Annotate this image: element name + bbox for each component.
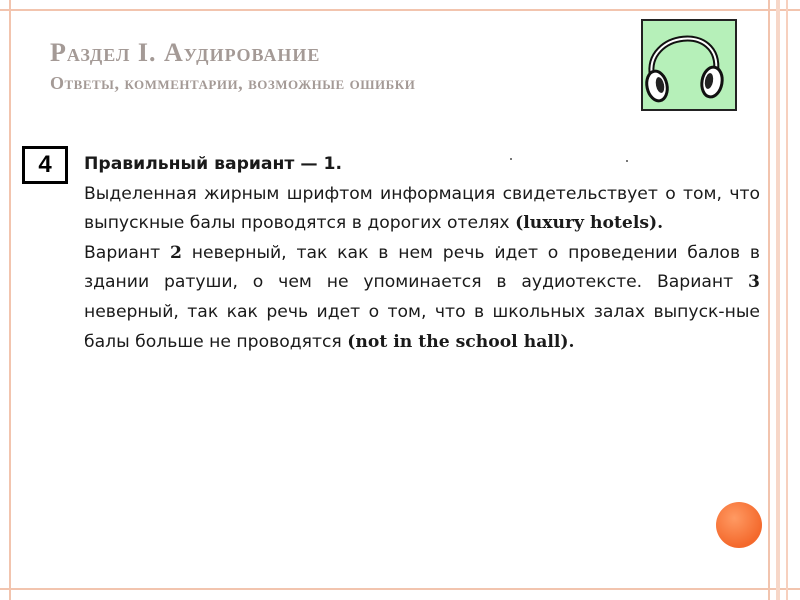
english-phrase-1: (luxury hotels). xyxy=(515,213,664,234)
slide-title: Раздел I. Аудирование xyxy=(50,38,321,67)
frame-right-line xyxy=(786,0,788,600)
frame-bottom-line xyxy=(0,588,800,590)
answer-text xyxy=(84,150,760,357)
task-number-box: 4 xyxy=(22,146,68,184)
frame-left-line xyxy=(9,0,11,600)
slide-header xyxy=(50,38,415,94)
explanation-paragraph-1: Выделенная жирным шрифтом информация свидетельствует о том, что выпускные балы проводятся в дорогих отелях xyxy=(84,183,760,234)
english-phrase-2: (not in the school hall). xyxy=(347,331,575,352)
headphones-icon xyxy=(630,14,742,114)
frame-top-line xyxy=(0,9,800,11)
slide-subtitle: Ответы, комментарии, возможные ошибки xyxy=(50,73,416,93)
answer-card xyxy=(22,146,764,386)
orange-circle-decoration xyxy=(716,502,762,548)
explanation-paragraph-3: неверный, так как речь идет о том, что в школьных залах выпуск-ные балы больше не проводятся xyxy=(84,301,760,352)
frame-right-line xyxy=(768,0,770,600)
frame-right-line xyxy=(776,0,780,600)
variant-number-b: 3 xyxy=(748,272,760,293)
explanation-paragraph-2: неверный, так как в нем речь идет о проведении балов в здании ратуши, о чем не упоминается в аудиотексте. Вариант xyxy=(84,242,761,293)
variant-number-a: 2 xyxy=(170,242,182,263)
variant-word: Вариант xyxy=(84,242,161,263)
correct-answer-label: Правильный вариант — 1. xyxy=(84,154,343,174)
